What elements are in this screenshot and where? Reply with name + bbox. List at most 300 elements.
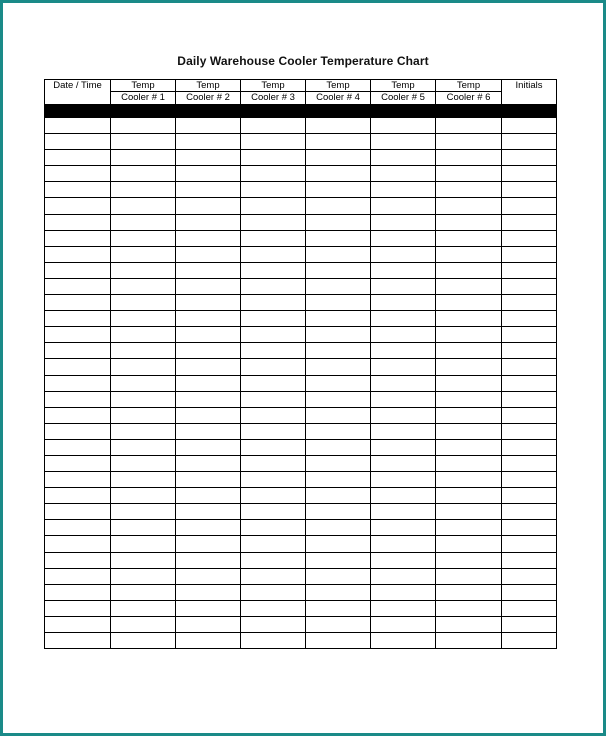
log-cell[interactable] bbox=[241, 633, 306, 649]
log-cell[interactable] bbox=[502, 262, 557, 278]
table-row bbox=[45, 391, 557, 407]
log-cell[interactable] bbox=[241, 182, 306, 198]
log-cell[interactable] bbox=[502, 407, 557, 423]
log-cell[interactable] bbox=[241, 343, 306, 359]
table-row bbox=[45, 262, 557, 278]
log-cell[interactable] bbox=[436, 327, 502, 343]
log-cell[interactable] bbox=[111, 488, 176, 504]
log-cell[interactable] bbox=[502, 520, 557, 536]
log-cell[interactable] bbox=[502, 198, 557, 214]
log-cell[interactable] bbox=[176, 278, 241, 294]
log-cell bbox=[436, 105, 502, 118]
log-cell[interactable] bbox=[45, 295, 111, 311]
log-cell[interactable] bbox=[241, 359, 306, 375]
log-cell[interactable] bbox=[306, 455, 371, 471]
log-cell[interactable] bbox=[436, 552, 502, 568]
log-cell[interactable] bbox=[176, 134, 241, 150]
log-cell[interactable] bbox=[111, 150, 176, 166]
log-cell[interactable] bbox=[241, 278, 306, 294]
log-cell[interactable] bbox=[502, 359, 557, 375]
log-cell[interactable] bbox=[436, 616, 502, 632]
log-cell[interactable] bbox=[371, 182, 436, 198]
table-row bbox=[45, 311, 557, 327]
log-cell[interactable] bbox=[371, 278, 436, 294]
table-row bbox=[45, 552, 557, 568]
log-cell[interactable] bbox=[502, 246, 557, 262]
column-header-line2: Cooler # 3 bbox=[241, 91, 305, 103]
log-cell[interactable] bbox=[176, 262, 241, 278]
log-cell[interactable] bbox=[306, 616, 371, 632]
log-cell[interactable] bbox=[176, 504, 241, 520]
column-header-line1: Temp bbox=[456, 80, 481, 91]
column-header-line1: Temp bbox=[131, 80, 155, 91]
log-cell[interactable] bbox=[371, 134, 436, 150]
log-cell[interactable] bbox=[45, 246, 111, 262]
log-cell[interactable] bbox=[176, 118, 241, 134]
log-cell[interactable] bbox=[306, 198, 371, 214]
table-row bbox=[45, 278, 557, 294]
log-cell[interactable] bbox=[45, 584, 111, 600]
log-cell[interactable] bbox=[176, 536, 241, 552]
log-cell[interactable] bbox=[371, 423, 436, 439]
log-cell[interactable] bbox=[306, 166, 371, 182]
log-cell[interactable] bbox=[111, 246, 176, 262]
log-cell[interactable] bbox=[436, 439, 502, 455]
log-cell[interactable] bbox=[176, 472, 241, 488]
log-cell[interactable] bbox=[371, 584, 436, 600]
table-row bbox=[45, 327, 557, 343]
log-cell[interactable] bbox=[371, 198, 436, 214]
log-cell[interactable] bbox=[306, 488, 371, 504]
log-cell[interactable] bbox=[306, 375, 371, 391]
log-cell[interactable] bbox=[176, 375, 241, 391]
log-cell[interactable] bbox=[502, 230, 557, 246]
log-cell[interactable] bbox=[176, 311, 241, 327]
log-cell[interactable] bbox=[111, 327, 176, 343]
log-cell[interactable] bbox=[436, 633, 502, 649]
log-cell[interactable] bbox=[176, 230, 241, 246]
log-cell[interactable] bbox=[306, 214, 371, 230]
log-cell[interactable] bbox=[502, 536, 557, 552]
log-cell[interactable] bbox=[436, 182, 502, 198]
log-cell[interactable] bbox=[306, 359, 371, 375]
log-cell[interactable] bbox=[176, 246, 241, 262]
log-cell[interactable] bbox=[502, 455, 557, 471]
log-cell[interactable] bbox=[306, 407, 371, 423]
log-cell[interactable] bbox=[306, 230, 371, 246]
log-cell[interactable] bbox=[436, 311, 502, 327]
log-cell[interactable] bbox=[111, 520, 176, 536]
log-cell[interactable] bbox=[241, 391, 306, 407]
log-cell[interactable] bbox=[436, 504, 502, 520]
log-cell[interactable] bbox=[241, 327, 306, 343]
log-cell[interactable] bbox=[436, 343, 502, 359]
log-cell[interactable] bbox=[45, 633, 111, 649]
log-cell[interactable] bbox=[176, 150, 241, 166]
log-cell[interactable] bbox=[45, 359, 111, 375]
log-cell[interactable] bbox=[111, 439, 176, 455]
log-cell[interactable] bbox=[111, 375, 176, 391]
table-row bbox=[45, 520, 557, 536]
log-cell[interactable] bbox=[111, 455, 176, 471]
log-cell[interactable] bbox=[176, 214, 241, 230]
column-header-cooler-3 bbox=[241, 80, 306, 105]
log-cell[interactable] bbox=[111, 584, 176, 600]
log-cell[interactable] bbox=[45, 182, 111, 198]
log-cell[interactable] bbox=[436, 198, 502, 214]
log-cell[interactable] bbox=[241, 423, 306, 439]
log-cell[interactable] bbox=[436, 278, 502, 294]
log-cell[interactable] bbox=[306, 568, 371, 584]
log-cell[interactable] bbox=[371, 439, 436, 455]
table-row bbox=[45, 198, 557, 214]
log-cell[interactable] bbox=[371, 118, 436, 134]
log-cell[interactable] bbox=[111, 568, 176, 584]
log-cell[interactable] bbox=[241, 504, 306, 520]
log-cell[interactable] bbox=[45, 230, 111, 246]
log-cell[interactable] bbox=[371, 504, 436, 520]
table-row bbox=[45, 584, 557, 600]
table-row bbox=[45, 375, 557, 391]
log-cell[interactable] bbox=[306, 118, 371, 134]
column-header-line1: Date / Time bbox=[53, 80, 102, 91]
log-cell[interactable] bbox=[436, 391, 502, 407]
log-cell[interactable] bbox=[306, 423, 371, 439]
table-row bbox=[45, 343, 557, 359]
log-cell[interactable] bbox=[436, 118, 502, 134]
log-cell[interactable] bbox=[436, 423, 502, 439]
log-cell[interactable] bbox=[371, 407, 436, 423]
log-cell[interactable] bbox=[502, 423, 557, 439]
log-cell[interactable] bbox=[45, 118, 111, 134]
log-cell[interactable] bbox=[241, 455, 306, 471]
log-cell[interactable] bbox=[111, 198, 176, 214]
log-cell[interactable] bbox=[241, 375, 306, 391]
log-cell[interactable] bbox=[436, 520, 502, 536]
log-cell[interactable] bbox=[241, 568, 306, 584]
log-cell[interactable] bbox=[306, 520, 371, 536]
log-cell bbox=[111, 105, 176, 118]
log-cell[interactable] bbox=[371, 633, 436, 649]
column-header-line2: Cooler # 1 bbox=[111, 91, 175, 103]
header-row bbox=[45, 80, 557, 105]
log-cell[interactable] bbox=[306, 311, 371, 327]
log-cell[interactable] bbox=[176, 407, 241, 423]
log-cell[interactable] bbox=[306, 295, 371, 311]
log-cell[interactable] bbox=[176, 600, 241, 616]
log-cell bbox=[176, 105, 241, 118]
log-cell[interactable] bbox=[241, 472, 306, 488]
log-cell[interactable] bbox=[45, 262, 111, 278]
log-cell[interactable] bbox=[436, 584, 502, 600]
log-cell[interactable] bbox=[45, 343, 111, 359]
log-cell[interactable] bbox=[111, 391, 176, 407]
log-cell bbox=[306, 105, 371, 118]
log-cell[interactable] bbox=[502, 311, 557, 327]
log-cell[interactable] bbox=[502, 327, 557, 343]
log-cell[interactable] bbox=[502, 182, 557, 198]
log-cell[interactable] bbox=[306, 246, 371, 262]
log-cell[interactable] bbox=[371, 166, 436, 182]
log-cell[interactable] bbox=[45, 198, 111, 214]
log-cell[interactable] bbox=[306, 536, 371, 552]
log-cell[interactable] bbox=[241, 150, 306, 166]
log-cell[interactable] bbox=[502, 295, 557, 311]
log-cell[interactable] bbox=[241, 198, 306, 214]
log-cell[interactable] bbox=[436, 568, 502, 584]
log-cell[interactable] bbox=[111, 295, 176, 311]
log-cell[interactable] bbox=[436, 600, 502, 616]
log-cell[interactable] bbox=[241, 520, 306, 536]
log-cell[interactable] bbox=[371, 214, 436, 230]
log-cell[interactable] bbox=[371, 472, 436, 488]
log-cell[interactable] bbox=[111, 166, 176, 182]
log-cell[interactable] bbox=[306, 584, 371, 600]
log-cell[interactable] bbox=[371, 375, 436, 391]
log-cell[interactable] bbox=[371, 568, 436, 584]
log-cell[interactable] bbox=[45, 472, 111, 488]
log-cell[interactable] bbox=[45, 214, 111, 230]
log-cell[interactable] bbox=[306, 327, 371, 343]
page-title: Daily Warehouse Cooler Temperature Chart bbox=[177, 54, 429, 68]
log-cell[interactable] bbox=[241, 536, 306, 552]
log-cell[interactable] bbox=[241, 118, 306, 134]
log-cell[interactable] bbox=[45, 150, 111, 166]
log-cell[interactable] bbox=[502, 214, 557, 230]
log-cell[interactable] bbox=[45, 278, 111, 294]
log-cell[interactable] bbox=[45, 391, 111, 407]
log-cell[interactable] bbox=[241, 552, 306, 568]
log-cell[interactable] bbox=[111, 134, 176, 150]
log-cell[interactable] bbox=[436, 295, 502, 311]
log-cell[interactable] bbox=[306, 391, 371, 407]
log-cell[interactable] bbox=[45, 439, 111, 455]
log-cell[interactable] bbox=[176, 520, 241, 536]
log-cell[interactable] bbox=[241, 407, 306, 423]
log-cell[interactable] bbox=[176, 359, 241, 375]
log-cell[interactable] bbox=[371, 536, 436, 552]
log-cell[interactable] bbox=[176, 568, 241, 584]
log-cell[interactable] bbox=[502, 504, 557, 520]
log-cell[interactable] bbox=[306, 439, 371, 455]
log-cell[interactable] bbox=[502, 488, 557, 504]
log-cell[interactable] bbox=[502, 633, 557, 649]
log-cell bbox=[45, 105, 111, 118]
log-cell[interactable] bbox=[241, 230, 306, 246]
log-cell[interactable] bbox=[241, 584, 306, 600]
log-cell[interactable] bbox=[241, 134, 306, 150]
log-cell[interactable] bbox=[371, 552, 436, 568]
log-cell[interactable] bbox=[241, 295, 306, 311]
log-cell[interactable] bbox=[45, 455, 111, 471]
table-row bbox=[45, 166, 557, 182]
log-cell[interactable] bbox=[371, 262, 436, 278]
log-cell[interactable] bbox=[111, 423, 176, 439]
log-cell[interactable] bbox=[111, 536, 176, 552]
log-cell[interactable] bbox=[436, 262, 502, 278]
log-cell[interactable] bbox=[45, 536, 111, 552]
log-cell[interactable] bbox=[241, 214, 306, 230]
table-row bbox=[45, 616, 557, 632]
log-cell[interactable] bbox=[306, 262, 371, 278]
log-cell[interactable] bbox=[111, 504, 176, 520]
column-header-line1: Temp bbox=[391, 80, 415, 91]
log-cell[interactable] bbox=[436, 230, 502, 246]
log-cell[interactable] bbox=[45, 552, 111, 568]
table-row bbox=[45, 359, 557, 375]
log-cell[interactable] bbox=[502, 118, 557, 134]
log-cell[interactable] bbox=[436, 536, 502, 552]
log-cell[interactable] bbox=[371, 488, 436, 504]
log-cell[interactable] bbox=[371, 246, 436, 262]
log-cell[interactable] bbox=[45, 423, 111, 439]
log-cell[interactable] bbox=[241, 166, 306, 182]
log-cell[interactable] bbox=[111, 472, 176, 488]
log-cell[interactable] bbox=[502, 166, 557, 182]
log-cell[interactable] bbox=[111, 278, 176, 294]
log-cell[interactable] bbox=[111, 214, 176, 230]
log-cell[interactable] bbox=[371, 616, 436, 632]
table-row bbox=[45, 423, 557, 439]
log-cell[interactable] bbox=[502, 439, 557, 455]
log-cell[interactable] bbox=[45, 520, 111, 536]
log-cell[interactable] bbox=[45, 600, 111, 616]
log-cell[interactable] bbox=[45, 166, 111, 182]
table-row bbox=[45, 182, 557, 198]
log-cell[interactable] bbox=[436, 246, 502, 262]
log-cell[interactable] bbox=[111, 230, 176, 246]
log-cell[interactable] bbox=[436, 455, 502, 471]
log-cell[interactable] bbox=[502, 552, 557, 568]
log-cell[interactable] bbox=[45, 375, 111, 391]
log-cell[interactable] bbox=[502, 472, 557, 488]
log-cell[interactable] bbox=[436, 472, 502, 488]
log-cell[interactable] bbox=[371, 295, 436, 311]
table-row bbox=[45, 150, 557, 166]
log-cell[interactable] bbox=[306, 600, 371, 616]
log-cell[interactable] bbox=[176, 488, 241, 504]
log-cell[interactable] bbox=[176, 327, 241, 343]
log-cell[interactable] bbox=[176, 423, 241, 439]
log-cell[interactable] bbox=[306, 343, 371, 359]
log-cell[interactable] bbox=[241, 246, 306, 262]
log-cell[interactable] bbox=[111, 359, 176, 375]
log-cell[interactable] bbox=[241, 262, 306, 278]
log-cell[interactable] bbox=[45, 407, 111, 423]
log-cell[interactable] bbox=[436, 214, 502, 230]
table-row bbox=[45, 536, 557, 552]
log-cell[interactable] bbox=[371, 600, 436, 616]
log-cell[interactable] bbox=[502, 568, 557, 584]
log-cell[interactable] bbox=[241, 311, 306, 327]
table-row bbox=[45, 118, 557, 134]
log-cell[interactable] bbox=[436, 488, 502, 504]
log-cell[interactable] bbox=[241, 439, 306, 455]
log-cell[interactable] bbox=[306, 472, 371, 488]
log-cell[interactable] bbox=[241, 600, 306, 616]
log-cell[interactable] bbox=[45, 568, 111, 584]
log-cell[interactable] bbox=[45, 488, 111, 504]
log-cell[interactable] bbox=[111, 262, 176, 278]
log-cell[interactable] bbox=[241, 616, 306, 632]
log-cell[interactable] bbox=[371, 520, 436, 536]
log-cell[interactable] bbox=[371, 150, 436, 166]
log-cell[interactable] bbox=[176, 584, 241, 600]
log-cell[interactable] bbox=[45, 504, 111, 520]
log-cell[interactable] bbox=[176, 391, 241, 407]
log-cell[interactable] bbox=[502, 134, 557, 150]
log-cell[interactable] bbox=[306, 504, 371, 520]
log-cell[interactable] bbox=[306, 633, 371, 649]
log-cell[interactable] bbox=[371, 359, 436, 375]
log-cell[interactable] bbox=[436, 166, 502, 182]
log-cell[interactable] bbox=[306, 134, 371, 150]
log-cell[interactable] bbox=[111, 552, 176, 568]
log-cell[interactable] bbox=[502, 616, 557, 632]
log-cell[interactable] bbox=[111, 616, 176, 632]
log-cell[interactable] bbox=[306, 150, 371, 166]
log-cell[interactable] bbox=[502, 343, 557, 359]
log-cell[interactable] bbox=[111, 600, 176, 616]
log-cell[interactable] bbox=[176, 343, 241, 359]
log-cell[interactable] bbox=[306, 278, 371, 294]
log-cell[interactable] bbox=[502, 375, 557, 391]
log-cell[interactable] bbox=[502, 584, 557, 600]
log-cell[interactable] bbox=[371, 311, 436, 327]
log-cell[interactable] bbox=[111, 407, 176, 423]
log-cell[interactable] bbox=[371, 230, 436, 246]
log-cell[interactable] bbox=[436, 150, 502, 166]
log-cell[interactable] bbox=[176, 198, 241, 214]
log-cell[interactable] bbox=[176, 633, 241, 649]
log-cell[interactable] bbox=[436, 134, 502, 150]
log-cell[interactable] bbox=[176, 295, 241, 311]
log-cell[interactable] bbox=[371, 391, 436, 407]
log-cell[interactable] bbox=[111, 311, 176, 327]
log-cell[interactable] bbox=[306, 182, 371, 198]
log-cell[interactable] bbox=[111, 633, 176, 649]
column-header-line1: Temp bbox=[196, 80, 220, 91]
log-cell[interactable] bbox=[176, 616, 241, 632]
log-cell[interactable] bbox=[111, 182, 176, 198]
log-cell[interactable] bbox=[436, 375, 502, 391]
log-cell[interactable] bbox=[436, 407, 502, 423]
log-cell[interactable] bbox=[45, 134, 111, 150]
log-cell[interactable] bbox=[241, 488, 306, 504]
log-cell[interactable] bbox=[502, 150, 557, 166]
log-cell[interactable] bbox=[45, 327, 111, 343]
log-cell[interactable] bbox=[436, 359, 502, 375]
log-cell[interactable] bbox=[111, 343, 176, 359]
log-cell[interactable] bbox=[176, 439, 241, 455]
log-cell[interactable] bbox=[371, 327, 436, 343]
log-cell[interactable] bbox=[111, 118, 176, 134]
log-cell[interactable] bbox=[502, 278, 557, 294]
log-cell[interactable] bbox=[45, 311, 111, 327]
log-cell[interactable] bbox=[45, 616, 111, 632]
log-cell[interactable] bbox=[176, 182, 241, 198]
log-cell[interactable] bbox=[371, 455, 436, 471]
log-cell[interactable] bbox=[176, 166, 241, 182]
log-cell[interactable] bbox=[502, 391, 557, 407]
log-cell bbox=[371, 105, 436, 118]
log-cell[interactable] bbox=[176, 552, 241, 568]
column-header-date-time bbox=[45, 80, 111, 105]
log-cell[interactable] bbox=[306, 552, 371, 568]
log-cell[interactable] bbox=[176, 455, 241, 471]
log-cell[interactable] bbox=[371, 343, 436, 359]
log-cell[interactable] bbox=[502, 600, 557, 616]
